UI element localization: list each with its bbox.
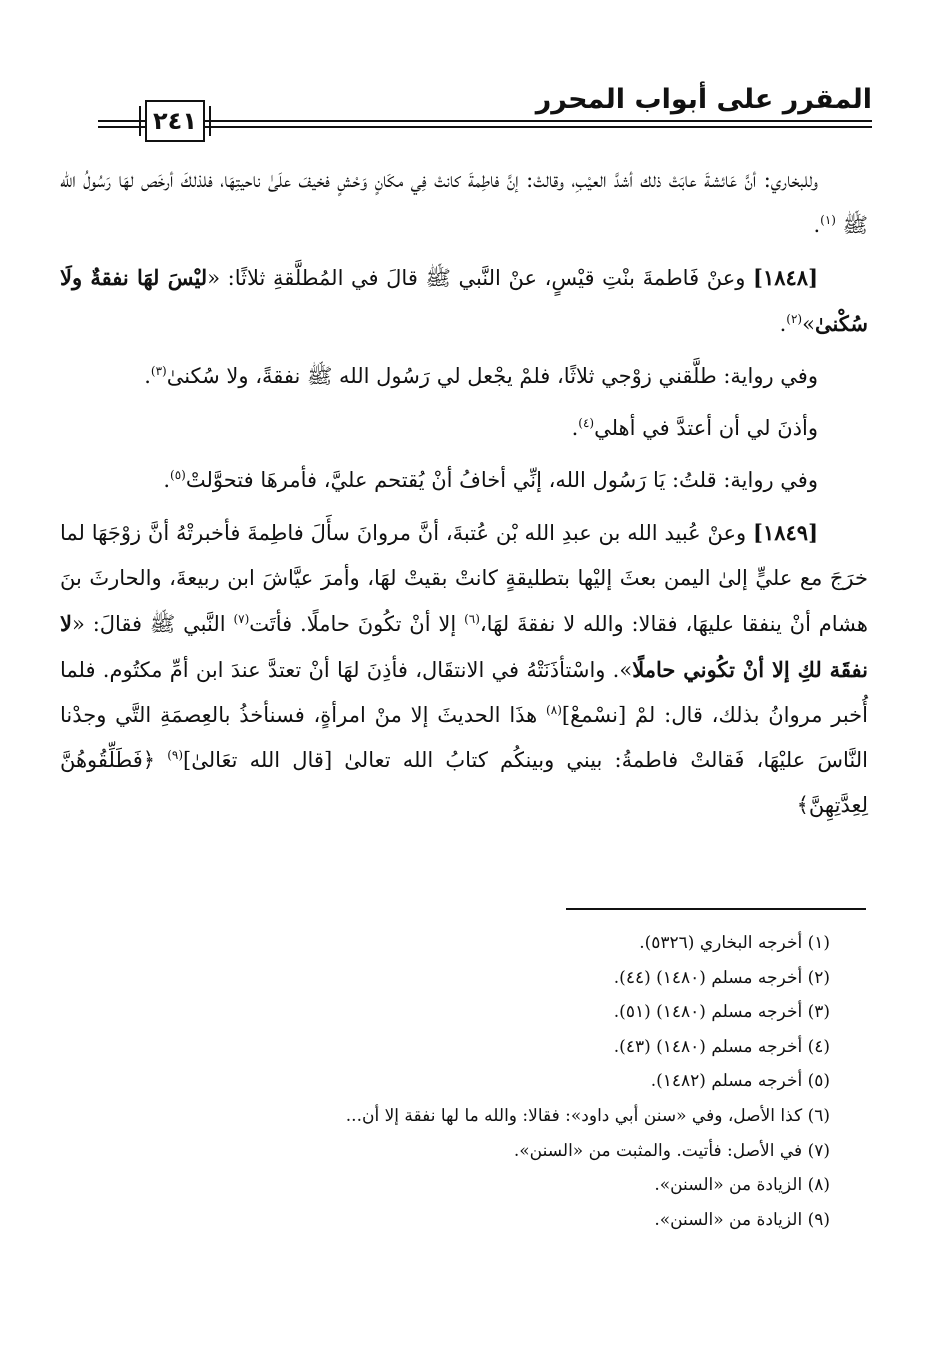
footnote-ref: (٥) [170,468,186,482]
header-rule-top [98,120,872,122]
footnote-item: (٨) الزيادة من «السنن». [654,1175,830,1196]
bold-text: لا نفقَة لكِ إلا أنْ تكُوني حاملًا [60,611,868,682]
text-run: وللبخاري: أنَّ عَائشةَ عابَتْ ذلك أشدَّ العيْبِ، وقالتْ: إنَّ فاطِمةَ كانتْ فِي مكَانٍ وَحْشٍ فخيفَ علَىٰ ناحيتِهَا، فلذلكَ أرخَص لهَا رَسُولُ الله ﷺ [60,168,868,237]
footnote-item: (٩) الزيادة من «السنن». [654,1209,830,1230]
text-run: وأذنَ لي أن أعتدَّ في أهلي [594,416,818,440]
bold-text: [١٨٤٨] [753,265,818,290]
bold-text: ليْسَ لهَا نفقةٌ ولَا سُكْنىٰ [60,265,868,336]
footnote-item: (٧) في الأصل: فأتيت. والمثبت من «السنن». [513,1140,830,1161]
footnote-item: (٢) أخرجه مسلم (١٤٨٠) (٤٤). [613,967,830,988]
paragraph [60,510,868,828]
text-run: ». واسْتأذَنَتْهُ في الانتقَال، فأذِنَ لهَا أنْ تعتدَّ عندَ ابن أمِّ مكتُوم. فلما أُخبر مروانُ بذلك، قال: لمْ [نسْمعْ] [60,658,868,727]
text-run: . [571,416,579,440]
text-run: إلا أنْ تكُونَ حاملًا. فأتَت [249,612,465,636]
running-header-title: المقرر على أبواب المحرر [535,84,872,115]
page-number: ٢٤١ [145,100,205,142]
text-run: وفي رواية: قلتُ: يَا رَسُول الله، إنِّي أخافُ أنْ يُقتحم عليَّ، فأمرهَا فتحوَّلتْ [185,468,818,492]
text-run: . [779,312,787,336]
paragraph [60,458,868,503]
text-run: » [802,312,815,336]
text-run: وعنْ فَاطمةَ بنْتِ قيْسٍ، عنْ النَّبي ﷺ قالَ في المُطلَّقةِ ثلاثًا: « [207,266,753,290]
footnote-item: (١) أخرجه البخاري (٥٣٢٦). [639,933,830,953]
text-run: . [813,213,821,237]
footnote-item: (٤) أخرجه مسلم (١٤٨٠) (٤٣). [613,1036,830,1057]
header-rule-bottom [98,126,872,128]
footnote-ref: (١) [820,213,836,227]
text-run: ﴿فَطَلِّقُوهُنَّ لِعِدَّتِهِنَّ﴾ [60,748,868,817]
footnote-item: (٥) أخرجه مسلم (١٤٨٢). [650,1071,830,1092]
text-run: هذَا الحديثَ إلا منْ امرأةٍ، فسنأخذُ بالعِصمَةِ التَّي وجدْنا النَّاسَ عليْهَا، فَقالتْ فاطمةُ: بيني وبينكُم كتابُ الله تعالىٰ [قال الله تعَالىٰ] [60,703,868,772]
main-text [60,158,868,835]
text-run: وفي رواية: طلَّقني زوْجي ثلاثًا، فلمْ يجْعل لي رَسُول الله ﷺ نفقةً، ولا سُكنىٰ [166,364,818,388]
footnote-ref: (٦) [464,612,480,626]
footnote-separator [566,908,866,910]
paragraph [60,406,868,451]
paragraph [60,255,868,347]
footnote-ref: (٢) [786,312,803,326]
footnote-item: (٣) أخرجه مسلم (١٤٨٠) (٥١). [613,1002,830,1023]
text-run: وعنْ عُبيد الله بن عبدِ الله بْن عُتبةَ، أنَّ مروانَ سأَلَ فاطِمةَ فأخبرتْهُ أنَّ زوْجَهَا لما خرَجَ مع عليٍّ إلىٰ اليمن بعثَ إليْها بتطليقةٍ كانتْ بقيتْ لهَا، وأمرَ عيَّاشَ ابن ربيعةَ، والحارثَ بنَ هشام أنْ ينفقا عليهَا، فقالا: والله لا نفقةَ لهَا، [60,521,868,636]
footnotes-list [130,926,830,1237]
text-run: . [163,468,171,492]
footnote-ref: (٨) [546,703,562,717]
footnote-item: (٦) كذا الأصل، وفي «سنن أبي داود»: فقالا: والله ما لها نفقة إلا أن... [345,1105,830,1126]
text-run: . [144,364,151,388]
paragraph [60,354,868,399]
footnote-ref: (٩) [167,748,184,762]
text-run: النَّبي ﷺ فقالَ: « [71,612,234,636]
bold-text: [١٨٤٩] [753,520,818,545]
footnote-ref: (٣) [150,364,167,378]
footnote-ref: (٧) [233,612,250,626]
footnote-ref: (٤) [578,416,595,430]
paragraph [60,158,868,248]
